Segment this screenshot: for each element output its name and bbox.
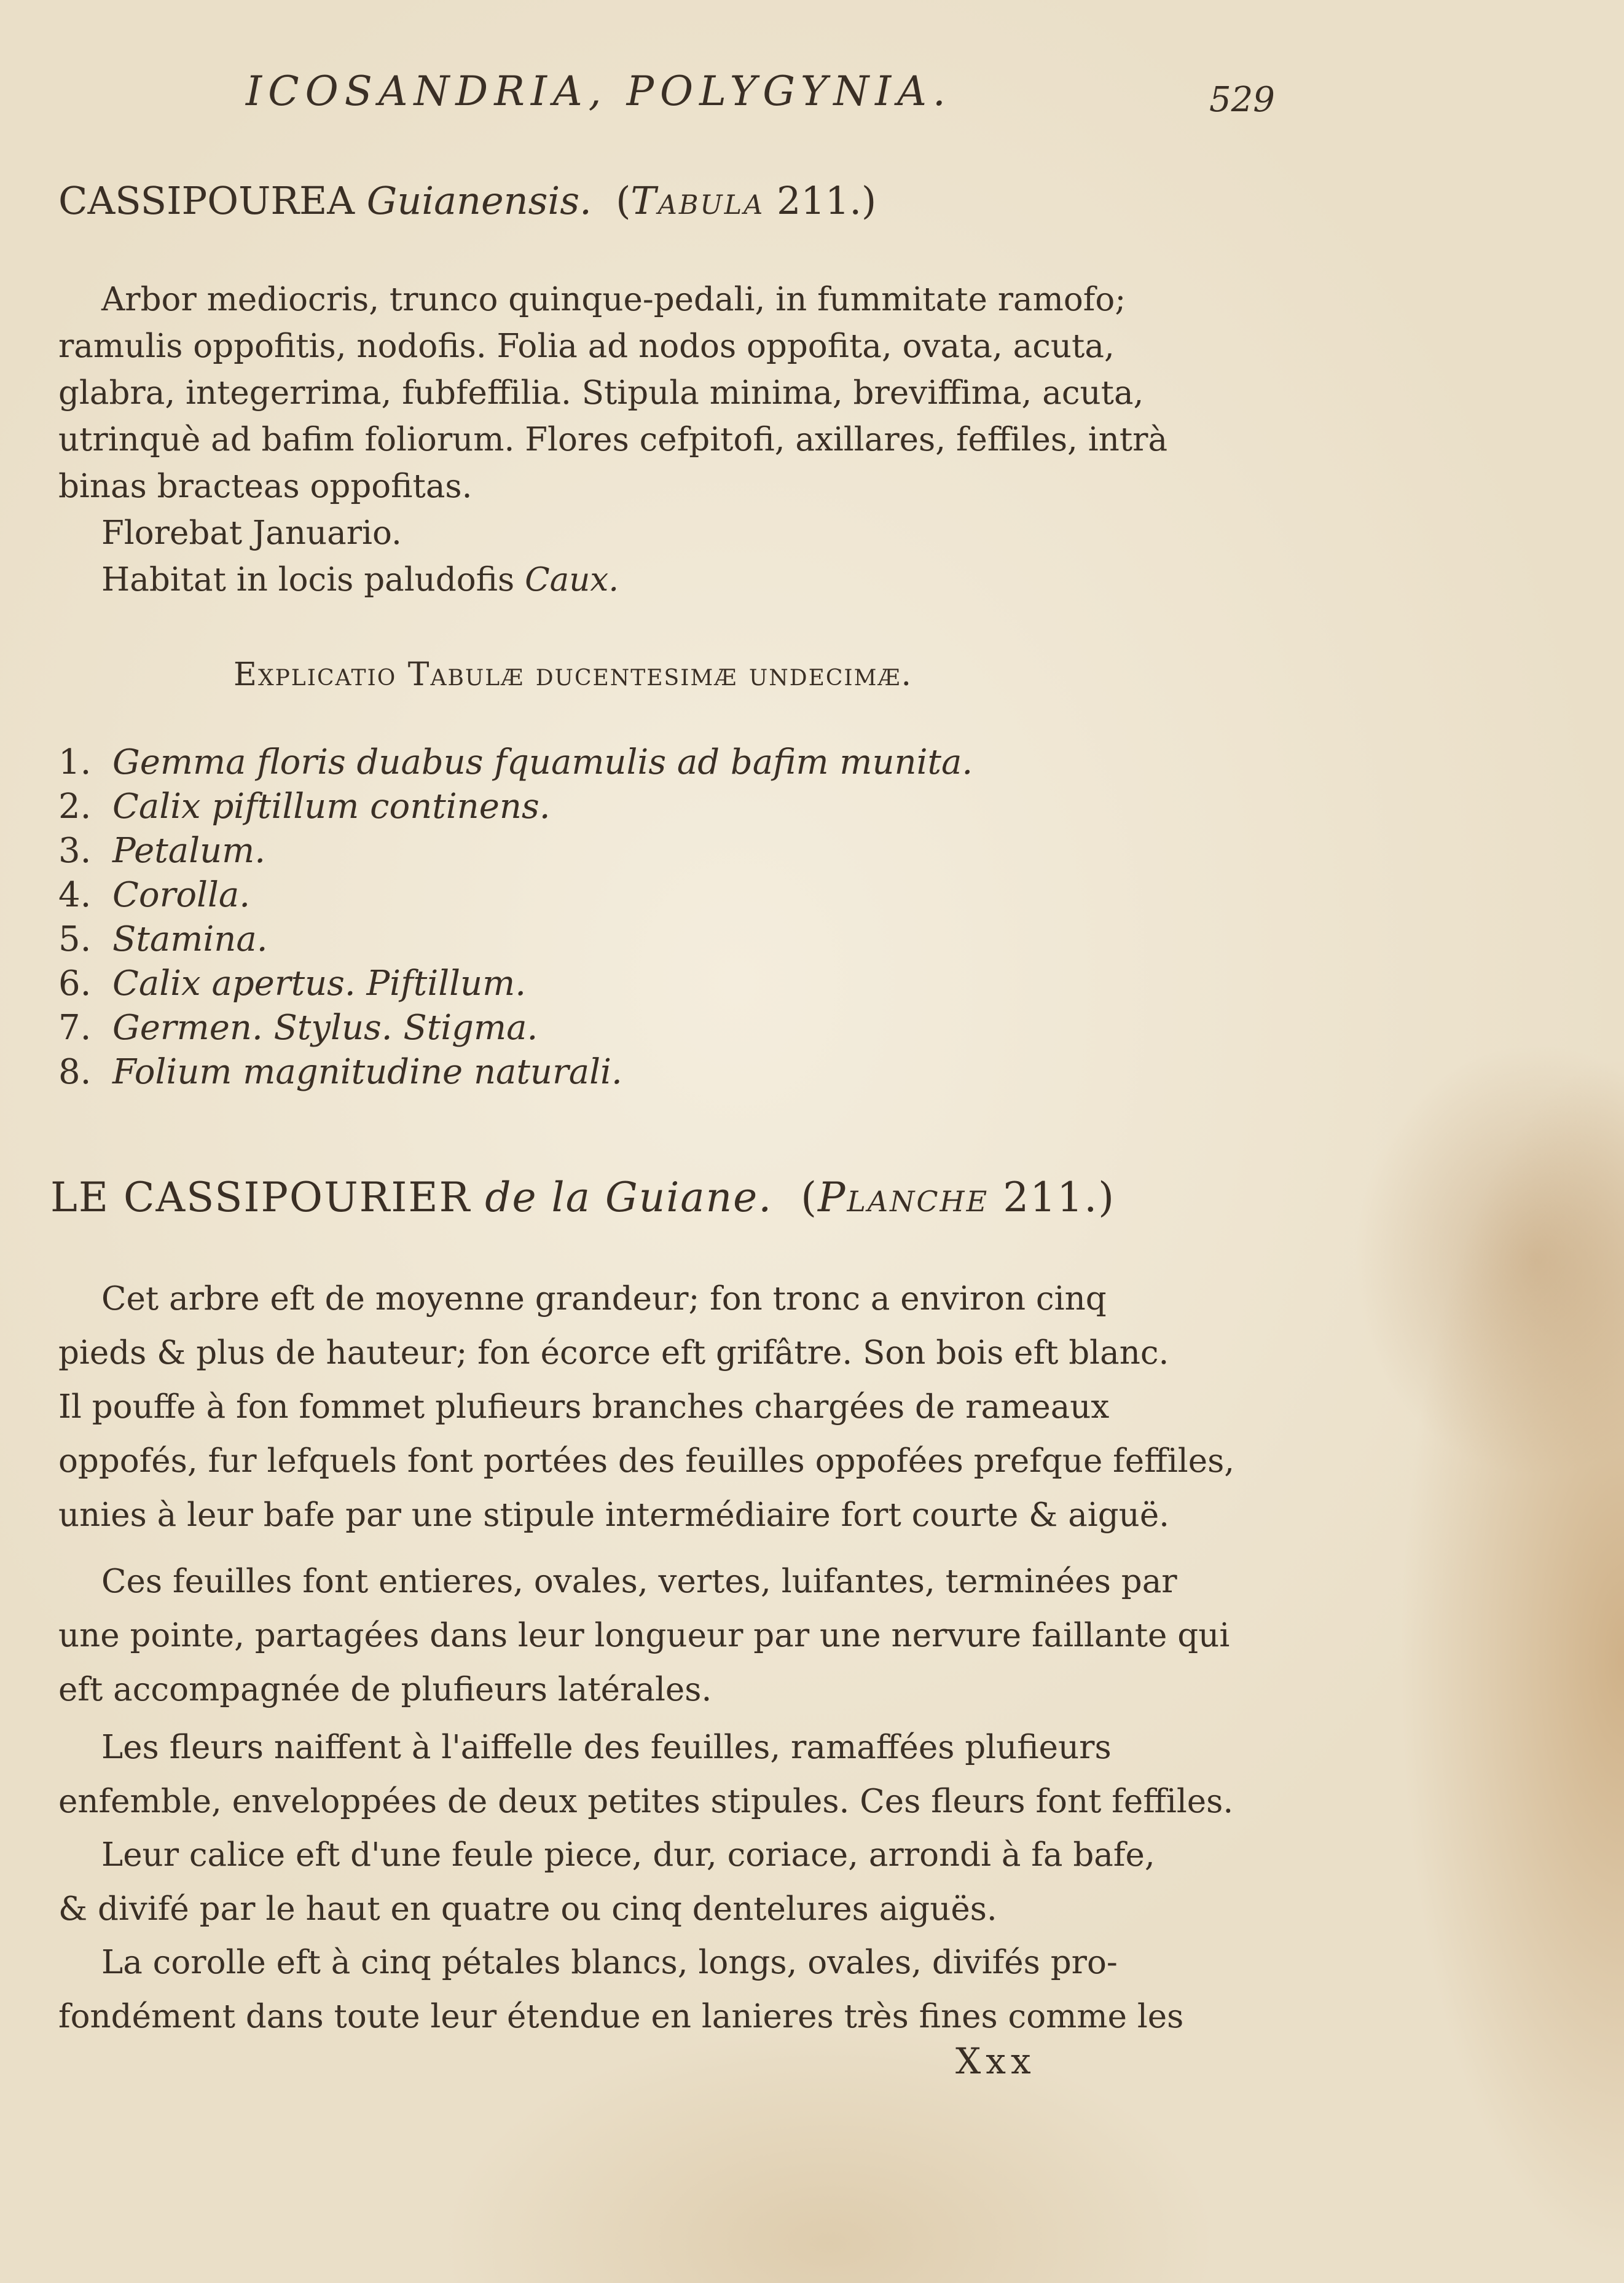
latin-title-tab-label: Tabula bbox=[630, 178, 765, 223]
list-item-number: 8. bbox=[58, 1052, 92, 1092]
list-item-text: Petalum. bbox=[112, 831, 266, 871]
french-line: pieds & plus de hauteur; fon écorce eft grifâtre. Son bois eft blanc. bbox=[58, 1334, 1169, 1372]
french-line: oppofés, fur lefquels font portées des feuilles oppofées prefque feffiles, bbox=[58, 1442, 1235, 1480]
list-item-text: Calix apertus. Piftillum. bbox=[112, 964, 527, 1004]
french-title-italic: de la Guiane. bbox=[485, 1174, 773, 1221]
list-item-number: 2. bbox=[58, 787, 92, 827]
list-item bbox=[58, 873, 973, 918]
list-item-number: 1. bbox=[58, 742, 92, 782]
list-item bbox=[58, 918, 973, 962]
list-item-text: Germen. Stylus. Stigma. bbox=[112, 1008, 538, 1048]
list-item bbox=[58, 962, 973, 1006]
explanation-list bbox=[58, 741, 973, 1094]
latin-title-tab-num: 211.) bbox=[776, 178, 877, 223]
list-item bbox=[58, 1006, 973, 1050]
latin-title-paren: ( bbox=[616, 178, 631, 223]
french-title-plate-label: Planche bbox=[817, 1174, 989, 1221]
french-title-main: LE CASSIPOURIER bbox=[50, 1174, 471, 1221]
french-line: Leur calice eft d'une feule piece, dur, coriace, arrondi à fa bafe, bbox=[101, 1836, 1155, 1874]
latin-title-genus: CASSIPOUREA bbox=[58, 178, 355, 223]
french-line: Il pouffe à fon fommet plufieurs branches chargées de rameaux bbox=[58, 1388, 1110, 1426]
list-item bbox=[58, 785, 973, 829]
latin-habitat-place: Caux. bbox=[525, 561, 619, 599]
list-item-text: Folium magnitudine naturali. bbox=[112, 1052, 622, 1092]
list-item-number: 5. bbox=[58, 919, 92, 959]
list-item bbox=[58, 741, 973, 785]
latin-desc-line: ramulis oppofitis, nodofis. Folia ad nodos oppofita, ovata, acuta, bbox=[58, 328, 1115, 365]
latin-desc-line: glabra, integerrima, fubfeffilia. Stipula minima, breviffima, acuta, bbox=[58, 374, 1144, 412]
latin-description bbox=[58, 277, 1287, 603]
french-paragraph-4 bbox=[58, 1828, 1287, 1936]
list-item-text: Stamina. bbox=[112, 919, 268, 959]
page-number: 529 bbox=[1209, 80, 1275, 120]
latin-desc-line: binas bracteas oppofitas. bbox=[58, 468, 473, 505]
french-line: Les fleurs naiffent à l'aiffelle des feuilles, ramaffées plufieurs bbox=[101, 1729, 1112, 1766]
list-item bbox=[58, 829, 973, 873]
french-line: & divifé par le haut en quatre ou cinq dentelures aiguës. bbox=[58, 1890, 997, 1928]
signature-mark: Xxx bbox=[955, 2040, 1036, 2082]
french-paragraph-2 bbox=[58, 1555, 1287, 1717]
list-item-text: Corolla. bbox=[112, 875, 251, 915]
french-line: fondément dans toute leur étendue en lanieres très fines comme les bbox=[58, 1998, 1184, 2035]
list-item-number: 6. bbox=[58, 964, 92, 1004]
list-item-number: 3. bbox=[58, 831, 92, 871]
list-item-number: 7. bbox=[58, 1008, 92, 1048]
french-title-paren: ( bbox=[801, 1174, 818, 1221]
french-paragraph-1 bbox=[58, 1272, 1287, 1542]
french-title bbox=[50, 1174, 1115, 1221]
latin-flowering: Florebat Januario. bbox=[101, 514, 402, 552]
latin-habitat-prefix: Habitat in locis paludofis bbox=[101, 561, 515, 599]
list-item-text: Calix piftillum continens. bbox=[112, 787, 551, 827]
explanation-heading: Explicatio Tabulæ ducentesimæ undecimæ. bbox=[233, 656, 913, 693]
latin-desc-line: utrinquè ad bafim foliorum. Flores cefpitofi, axillares, feffiles, intrà bbox=[58, 421, 1168, 458]
list-item-number: 4. bbox=[58, 875, 92, 915]
french-paragraph-5 bbox=[58, 1936, 1287, 2044]
french-line: une pointe, partagées dans leur longueur par une nervure faillante qui bbox=[58, 1617, 1230, 1654]
running-head: ICOSANDRIA, POLYGYNIA. bbox=[246, 68, 952, 115]
list-item bbox=[58, 1050, 973, 1094]
french-line: eft accompagnée de plufieurs latérales. bbox=[58, 1671, 712, 1708]
french-line: unies à leur bafe par une stipule intermédiaire fort courte & aiguë. bbox=[58, 1496, 1170, 1534]
latin-title-species: Guianensis. bbox=[366, 178, 592, 223]
french-line: La corolle eft à cinq pétales blancs, longs, ovales, divifés pro- bbox=[101, 1944, 1118, 1981]
french-line: Cet arbre eft de moyenne grandeur; fon tronc a environ cinq bbox=[101, 1280, 1107, 1318]
latin-title bbox=[58, 178, 876, 223]
french-line: enfemble, enveloppées de deux petites stipules. Ces fleurs font feffiles. bbox=[58, 1783, 1234, 1820]
list-item-text: Gemma floris duabus fquamulis ad bafim munita. bbox=[112, 742, 973, 782]
french-line: Ces feuilles font entieres, ovales, vertes, luifantes, terminées par bbox=[101, 1563, 1177, 1600]
latin-habitat bbox=[58, 557, 1287, 603]
latin-desc-line: Arbor mediocris, trunco quinque-pedali, in fummitate ramofo; bbox=[101, 281, 1126, 318]
french-title-plate-num: 211.) bbox=[1003, 1174, 1115, 1221]
french-paragraph-3 bbox=[58, 1721, 1287, 1829]
